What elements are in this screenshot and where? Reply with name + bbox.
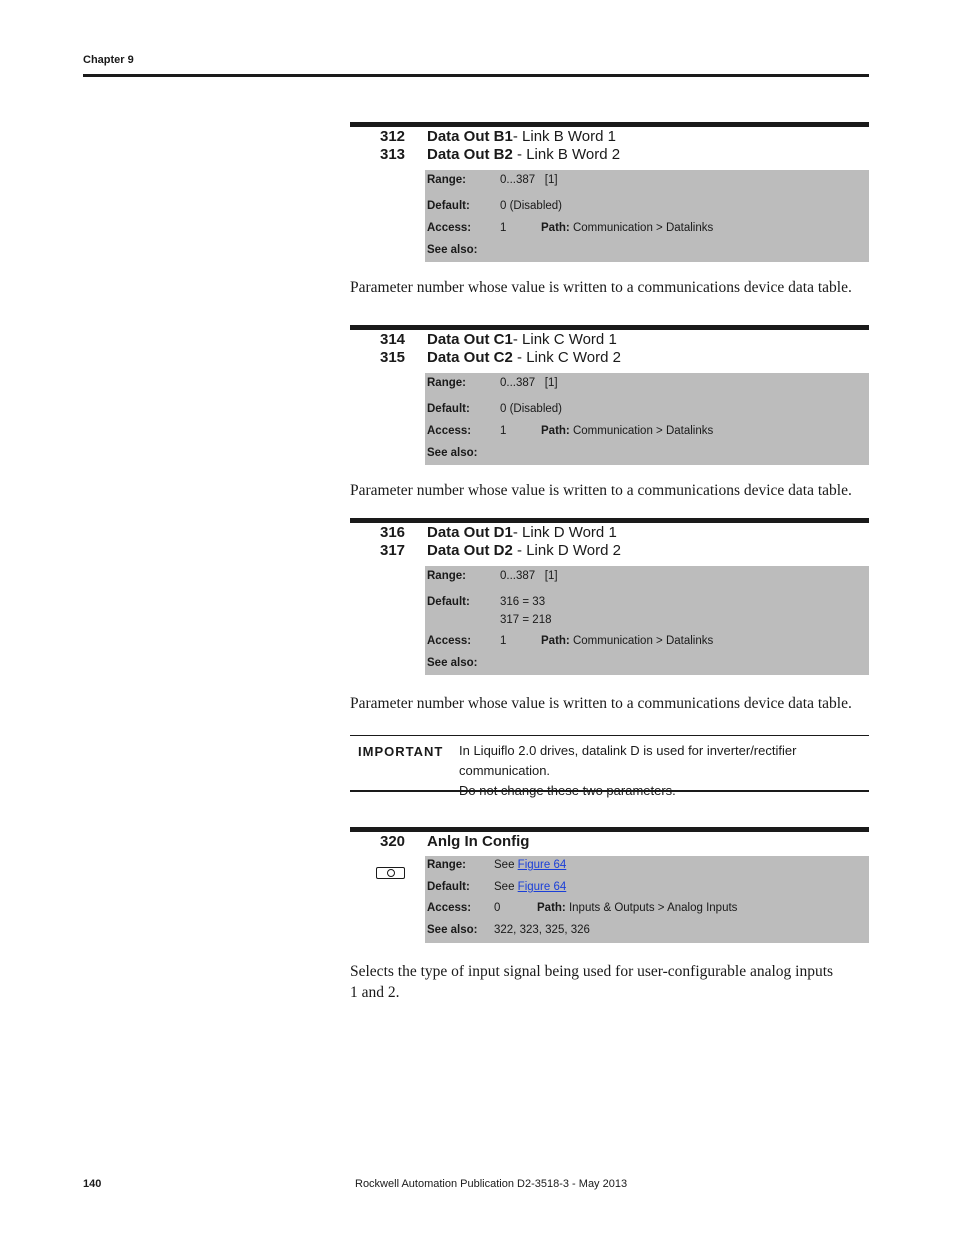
- range-label: Range:: [427, 174, 466, 186]
- important-line-1: In Liquiflo 2.0 drives, datalink D is used for inverter/rectifier communication.: [459, 743, 797, 778]
- param-name: Data Out C2: [427, 349, 513, 366]
- access-value: 1: [500, 425, 507, 437]
- param-suffix: - Link B Word 2: [512, 146, 621, 163]
- param-top-bar: [350, 122, 869, 127]
- important-note: [350, 735, 869, 798]
- default-value-2: 317 = 218: [500, 614, 552, 626]
- param-description: Parameter number whose value is written to a communications device data table.: [350, 695, 852, 712]
- path-value: Communication > Datalinks: [572, 425, 714, 437]
- param-name: Data Out B2: [427, 146, 513, 163]
- param-top-bar: [350, 325, 869, 330]
- important-line-2: Do not change these two parameters.: [459, 783, 676, 798]
- path-label: Path:: [541, 425, 570, 437]
- see-also-label: See also:: [427, 447, 478, 459]
- access-label: Access:: [427, 902, 472, 914]
- param-header-row: [350, 331, 869, 349]
- param-block-316-317: [350, 518, 869, 669]
- see-also-value: 322, 323, 325, 326: [494, 924, 590, 936]
- path-value: Communication > Datalinks: [572, 635, 714, 647]
- default-value: [494, 881, 566, 893]
- param-top-bar: [350, 518, 869, 523]
- param-name: Data Out D1: [427, 524, 513, 541]
- param-block-312-313: [350, 122, 869, 256]
- important-text: [459, 741, 864, 801]
- param-number: 313: [380, 146, 406, 163]
- range-value: [494, 859, 566, 871]
- range-label: Range:: [427, 859, 466, 871]
- default-label: Default:: [427, 881, 470, 893]
- param-block-320: [350, 827, 869, 936]
- range-see-text: See: [494, 859, 518, 871]
- access-value: 0: [494, 902, 501, 914]
- see-also-label: See also:: [427, 657, 478, 669]
- path: [537, 902, 737, 914]
- path-label: Path:: [537, 902, 566, 914]
- path: [541, 635, 713, 647]
- param-suffix: - Link D Word 1: [512, 524, 617, 541]
- see-also-label: See also:: [427, 244, 478, 256]
- important-label: IMPORTANT: [358, 744, 444, 759]
- param-header-row: [350, 146, 869, 164]
- param-number: 312: [380, 128, 406, 145]
- description-line-1: Selects the type of input signal being used for user-configurable analog inputs: [350, 963, 834, 980]
- path-label: Path:: [541, 635, 570, 647]
- param-header-row: [350, 542, 869, 560]
- default-value: 0 (Disabled): [500, 403, 562, 415]
- param-name: Anlg In Config: [427, 833, 530, 850]
- param-description: Parameter number whose value is written to a communications device data table.: [350, 279, 852, 296]
- path-value: Inputs & Outputs > Analog Inputs: [568, 902, 738, 914]
- param-title: [427, 349, 621, 367]
- param-block-314-315: [350, 325, 869, 459]
- default-label: Default:: [427, 403, 470, 415]
- header-rule: [83, 74, 869, 77]
- default-label: Default:: [427, 596, 470, 608]
- param-table: [425, 856, 869, 943]
- description-line-2: 1 and 2.: [350, 984, 400, 1001]
- range-value: 0...387 [1]: [500, 174, 558, 186]
- param-header-row: [350, 128, 869, 146]
- path: [541, 222, 713, 234]
- param-header-row: [350, 833, 869, 851]
- param-name: Data Out B1: [427, 128, 513, 145]
- range-label: Range:: [427, 377, 466, 389]
- param-number: 314: [380, 331, 406, 348]
- param-title: [427, 146, 620, 164]
- param-description: [350, 961, 869, 1003]
- default-value: 0 (Disabled): [500, 200, 562, 212]
- param-table: [425, 170, 869, 262]
- access-label: Access:: [427, 222, 472, 234]
- param-number: 320: [380, 833, 406, 850]
- path: [541, 425, 713, 437]
- range-label: Range:: [427, 570, 466, 582]
- access-value: 1: [500, 222, 507, 234]
- figure-64-link[interactable]: Figure 64: [517, 859, 567, 871]
- param-header-row: [350, 524, 869, 542]
- figure-64-link[interactable]: Figure 64: [517, 881, 567, 893]
- default-value: 316 = 33: [500, 596, 546, 608]
- path-value: Communication > Datalinks: [572, 222, 714, 234]
- access-label: Access:: [427, 635, 472, 647]
- param-table: [425, 373, 869, 465]
- default-see-text: See: [494, 881, 518, 893]
- param-table: [425, 566, 869, 675]
- range-value: 0...387 [1]: [500, 570, 558, 582]
- see-also-label: See also:: [427, 924, 478, 936]
- param-suffix: - Link B Word 1: [512, 128, 616, 145]
- param-name: Data Out C1: [427, 331, 513, 348]
- configurable-icon: [376, 867, 405, 879]
- param-description: Parameter number whose value is written to a communications device data table.: [350, 482, 852, 499]
- param-name: Data Out D2: [427, 542, 513, 559]
- default-label: Default:: [427, 200, 470, 212]
- param-title: [427, 524, 617, 542]
- param-title: [427, 331, 617, 349]
- param-number: 315: [380, 349, 406, 366]
- access-label: Access:: [427, 425, 472, 437]
- param-suffix: - Link C Word 1: [512, 331, 617, 348]
- param-suffix: - Link D Word 2: [512, 542, 621, 559]
- page-number: 140: [83, 1178, 102, 1190]
- param-header-row: [350, 349, 869, 367]
- range-value: 0...387 [1]: [500, 377, 558, 389]
- param-title: [427, 542, 621, 560]
- param-number: 316: [380, 524, 406, 541]
- param-number: 317: [380, 542, 406, 559]
- publication-info: Rockwell Automation Publication D2-3518-3 - May 2013: [355, 1178, 628, 1190]
- param-suffix: - Link C Word 2: [512, 349, 621, 366]
- access-value: 1: [500, 635, 507, 647]
- chapter-label: Chapter 9: [83, 54, 134, 66]
- param-top-bar: [350, 827, 869, 832]
- path-label: Path:: [541, 222, 570, 234]
- param-title: [427, 833, 529, 851]
- param-title: [427, 128, 616, 146]
